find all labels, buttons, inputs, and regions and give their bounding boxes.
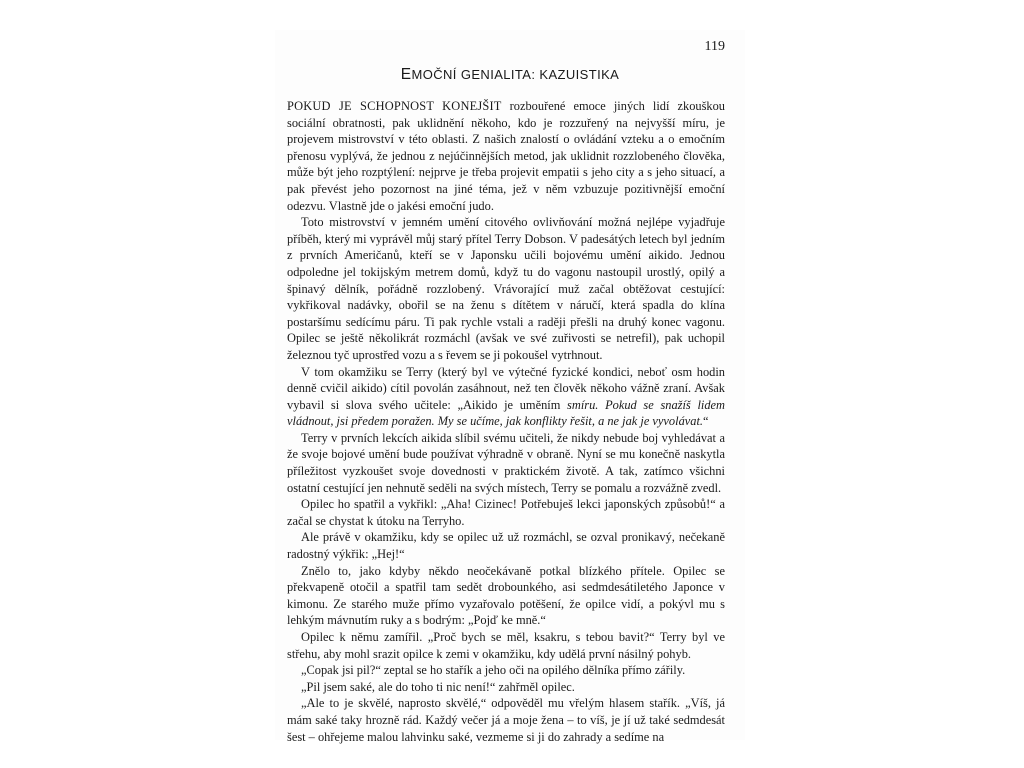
paragraph-3-end: “ <box>703 414 709 429</box>
body-text <box>287 98 725 745</box>
paragraph-lead-in: POKUD JE SCHOPNOST KONEJŠIT <box>287 99 502 113</box>
chapter-title-initial: E <box>400 66 412 83</box>
paragraph-4: Terry v prvních lekcích aikida slíbil svému učiteli, že nikdy nebude boj vyhledávat a že svoje bojové umění bude používat výhradně v obraně. Nyní se mu konečně naskytla příležitost vyzkoušet svoje dovednosti v praktickém životě. A tak, zatímco všichni ostatní cestující jen nehnutě seděli na svých místech, Terry se pomalu a rozvážně zvedl. <box>287 430 725 495</box>
paragraph-2: Toto mistrovství v jemném umění citového ovlivňování možná nejlépe vyjadřuje příběh, který mi vyprávěl můj starý přítel Terry Dobson. V padesátých letech byl jedním z prvních Američanů, kteří se v Japonsku učili bojovému umění aikido. Jednou odpoledne jel tokijským metrem domů, když tu do vagonu nastoupil urostlý, opilý a špinavý dělník, pořádně rozzlobený. Vrávorající muž začal obtěžovat cestující: vykřikoval nadávky, obořil se na ženu s dítětem v náručí, která spadla do klína postaršímu sedícímu páru. Ti pak rychle vstali a raději přešli na druhý konec vagonu. Opilec se ještě několikrát rozmáchl (avšak ve své zuřivosti se netrefil), pak uchopil železnou tyč uprostřed vozu a s řevem se ji pokoušel vytrhnout. <box>287 215 725 362</box>
paragraph-9: „Copak jsi pil?“ zeptal se ho stařík a jeho oči na opilého dělníka přímo zářily. <box>301 663 686 678</box>
paragraph-3-text: V tom okamžiku se Terry (který byl ve výtečné fyzické kondici, neboť osm hodin denně cvičil aikido) cítil povolán zasáhnout, než ten člověk někoho vážně zraní. Avšak vybavil si slova svého učitele: „Aikido je uměním <box>287 364 725 412</box>
paragraph-3-quote: smíru. Pokud se snažíš lidem vládnout, jsi předem poražen. My se učíme, jak konflikty řešit, a ne jak je vyvolávat. <box>287 397 725 429</box>
paragraph-1-text: rozbouřené emoce jiných lidí zkouškou sociální obratnosti, pak uklidnění někoho, kdo je rozzuřený na nejvyšší míru, je projevem mistrovství v této oblasti. Z našich znalostí o ovládání vzteku a o emočním přenosu vyplývá, že jednou z nejúčinnějších metod, jak uklidnit rozzlobeného člověka, může být jeho rozptýlení: nejprve je třeba projevit empatii s jeho city a s jeho situací, a pak převést jeho pozornost na jiné téma, jež v něm vzbuzuje pozitivnější emoční odezvu. Vlastně jde o jakési emoční judo. <box>287 99 725 213</box>
page-number: 119 <box>704 39 725 54</box>
paragraph-6: Ale právě v okamžiku, kdy se opilec už už rozmáchl, se ozval pronikavý, nečekaně radostný výkřik: „Hej!“ <box>287 530 725 562</box>
paragraph-11: „Ale to je skvělé, naprosto skvělé,“ odpověděl mu vřelým hlasem stařík. „Víš, já mám saké taky hrozně rád. Každý večer já a moje žena – to víš, je jí už také sedmdesát šest – ohřejeme malou lahvinku saké, vezmeme si ji do zahrady a sedíme na <box>287 696 725 744</box>
paragraph-3 <box>287 364 725 430</box>
paragraph-7: Znělo to, jako kdyby někdo neočekávaně potkal blízkého přítele. Opilec se překvapeně otočil a spatřil tam sedět drobounkého, asi sedmdesátiletého Japonce v kimonu. Ze starého muže přímo vyzařovalo potěšení, že opilce vidí, a pokývl mu s lehkým mávnutím ruky a s bodrým: „Pojď ke mně.“ <box>287 563 725 628</box>
paragraph-5: Opilec ho spatřil a vykřikl: „Aha! Cizinec! Potřebuješ lekci japonských způsobů!“ a začal se chystat k útoku na Terryho. <box>287 497 725 528</box>
book-page <box>275 30 745 744</box>
chapter-title <box>275 66 745 84</box>
chapter-title-rest: MOČNÍ GENIALITA: KAZUISTIKA <box>411 67 620 82</box>
paragraph-8: Opilec k němu zamířil. „Proč bych se měl, ksakru, s tebou bavit?“ Terry byl ve střehu, aby mohl srazit opilce k zemi v okamžiku, kdy udělá první násilný pohyb. <box>287 630 725 661</box>
paragraph-10: „Pil jsem saké, ale do toho ti nic není!“ zahřměl opilec. <box>301 679 575 694</box>
paragraph-1 <box>287 98 725 214</box>
